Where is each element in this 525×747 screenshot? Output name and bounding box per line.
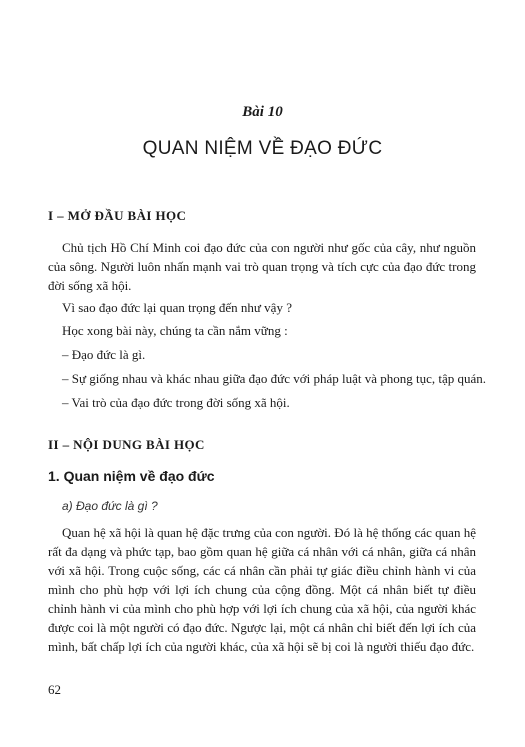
lesson-title: QUAN NIỆM VỀ ĐẠO ĐỨC xyxy=(142,138,383,159)
goal-item: – Sự giống nhau và khác nhau giữa đạo đức với pháp luật và phong tục, tập quán. xyxy=(62,371,487,386)
body-paragraph: Quan hệ xã hội là quan hệ đặc trưng của con người. Đó là hệ thống các quan hệ rất đa dạng và phức tạp, bao gồm quan hệ giữa cá nhân với cá nhân, giữa cá nhân với xã hội. Trong cuộc sống, các cá nhân cần phải tự giác điều chỉnh hành vi của mình cho phù hợp với lợi ích chung của cộng đồng. Một cá nhân biết tự điều chỉnh hành vi của mình cho phù hợp với lợi ích chung của xã hội, của người khác được coi là một người có đạo đức. Ngược lại, một cá nhân chỉ biết đến lợi ích của mình, bất chấp lợi ích của người khác, của xã hội sẽ bị coi là người thiếu đạo đức. xyxy=(48,525,476,654)
page-number: 62 xyxy=(48,682,61,697)
goals-intro: Học xong bài này, chúng ta cần nắm vững : xyxy=(62,323,288,338)
section-heading-content: II – NỘI DUNG BÀI HỌC xyxy=(48,437,205,452)
subsection-heading: 1. Quan niệm về đạo đức xyxy=(48,468,215,484)
intro-question: Vì sao đạo đức lại quan trọng đến như vậy ? xyxy=(62,300,292,315)
lesson-number: Bài 10 xyxy=(242,104,283,120)
goal-item: – Đạo đức là gì. xyxy=(62,347,146,362)
intro-paragraph: Chủ tịch Hồ Chí Minh coi đạo đức của con người như gốc của cây, như nguồn của sông. Người luôn nhấn mạnh vai trò quan trọng và tích cực của đạo đức trong đời sống xã hội. xyxy=(48,240,476,293)
goal-item: – Vai trò của đạo đức trong đời sống xã hội. xyxy=(62,395,290,410)
subsubsection-heading: a) Đạo đức là gì ? xyxy=(62,499,158,513)
section-heading-intro: I – MỞ ĐẦU BÀI HỌC xyxy=(48,208,187,223)
